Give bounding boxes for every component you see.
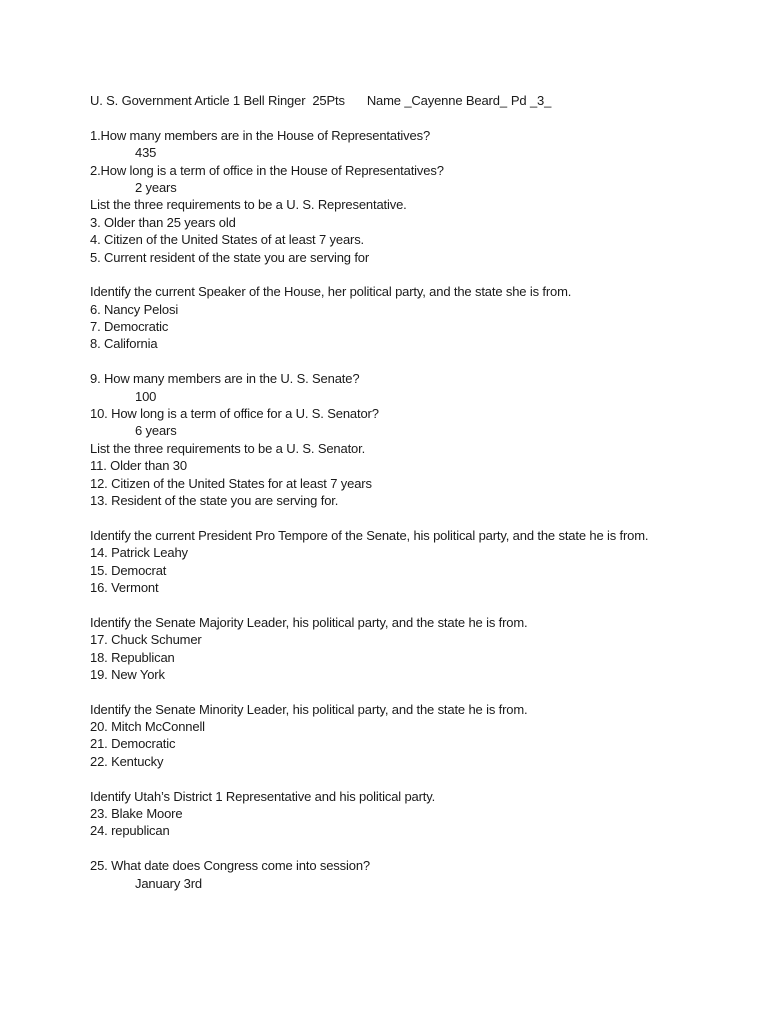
spacer [90, 109, 730, 126]
worksheet-line: 5. Current resident of the state you are serving for [90, 249, 370, 265]
worksheet-line: Identify the current President Pro Tempore of the Senate, his political party, and the state he is from. [90, 527, 649, 543]
worksheet-line: List the three requirements to be a U. S. Senator. [90, 440, 366, 456]
worksheet-header [90, 92, 730, 109]
worksheet-line: 4. Citizen of the United States of at least 7 years. [90, 232, 365, 248]
worksheet-line: List the three requirements to be a U. S. Representative. [90, 197, 407, 213]
worksheet-line: 13. Resident of the state you are serving for. [90, 492, 339, 508]
worksheet-line: 10. How long is a term of office for a U. S. Senator? [90, 406, 379, 422]
worksheet-line: Identify the Senate Majority Leader, his political party, and the state he is from. [90, 614, 528, 630]
worksheet-line: 9. How many members are in the U. S. Senate? [90, 371, 360, 387]
worksheet-line: 21. Democratic [90, 736, 176, 752]
worksheet-line: 8. California [90, 336, 158, 352]
worksheet-line: 6. Nancy Pelosi [90, 301, 179, 317]
question-section [90, 127, 730, 266]
answer-line: 100 [135, 388, 157, 404]
worksheet-title: U. S. Government Article 1 Bell Ringer 25Pts [90, 93, 345, 108]
worksheet-body [90, 127, 730, 892]
worksheet-line: 17. Chuck Schumer [90, 632, 202, 648]
worksheet-line: 22. Kentucky [90, 753, 164, 769]
section-spacer [90, 509, 730, 526]
worksheet-line: Identify the Senate Minority Leader, his political party, and the state he is from. [90, 701, 528, 717]
question-section [90, 370, 730, 509]
section-spacer [90, 683, 730, 700]
worksheet-line: Identify the current Speaker of the House, her political party, and the state she is from. [90, 284, 572, 300]
worksheet-line: 16. Vermont [90, 579, 159, 595]
worksheet-line: 1.How many members are in the House of Representatives? [90, 127, 431, 143]
worksheet-line: Identify Utah’s District 1 Representative and his political party. [90, 788, 436, 804]
section-spacer [90, 770, 730, 787]
answer-line: January 3rd [135, 875, 202, 891]
question-section [90, 283, 730, 353]
section-spacer [90, 266, 730, 283]
question-section [90, 788, 730, 840]
section-spacer [90, 353, 730, 370]
worksheet-line: 11. Older than 30 [90, 458, 187, 474]
worksheet-line: 23. Blake Moore [90, 806, 183, 822]
answer-line: 2 years [135, 179, 177, 195]
worksheet-line: 19. New York [90, 666, 165, 682]
question-section [90, 527, 730, 597]
section-spacer [90, 840, 730, 857]
worksheet-line: 3. Older than 25 years old [90, 214, 236, 230]
answer-line: 435 [135, 145, 157, 161]
document-page [90, 92, 730, 892]
worksheet-line: 2.How long is a term of office in the House of Representatives? [90, 162, 444, 178]
question-section [90, 701, 730, 771]
worksheet-line: 20. Mitch McConnell [90, 719, 205, 735]
worksheet-line: 14. Patrick Leahy [90, 545, 188, 561]
worksheet-line: 25. What date does Congress come into session? [90, 858, 370, 874]
worksheet-line: 15. Democrat [90, 562, 167, 578]
section-spacer [90, 596, 730, 613]
answer-line: 6 years [135, 423, 177, 439]
worksheet-line: 18. Republican [90, 649, 175, 665]
worksheet-line: 7. Democratic [90, 319, 169, 335]
question-section [90, 857, 730, 892]
student-name: Name _Cayenne Beard_ [366, 93, 507, 108]
worksheet-line: 24. republican [90, 823, 170, 839]
worksheet-line: 12. Citizen of the United States for at least 7 years [90, 475, 372, 491]
question-section [90, 614, 730, 684]
class-period: Pd _3_ [510, 93, 552, 108]
